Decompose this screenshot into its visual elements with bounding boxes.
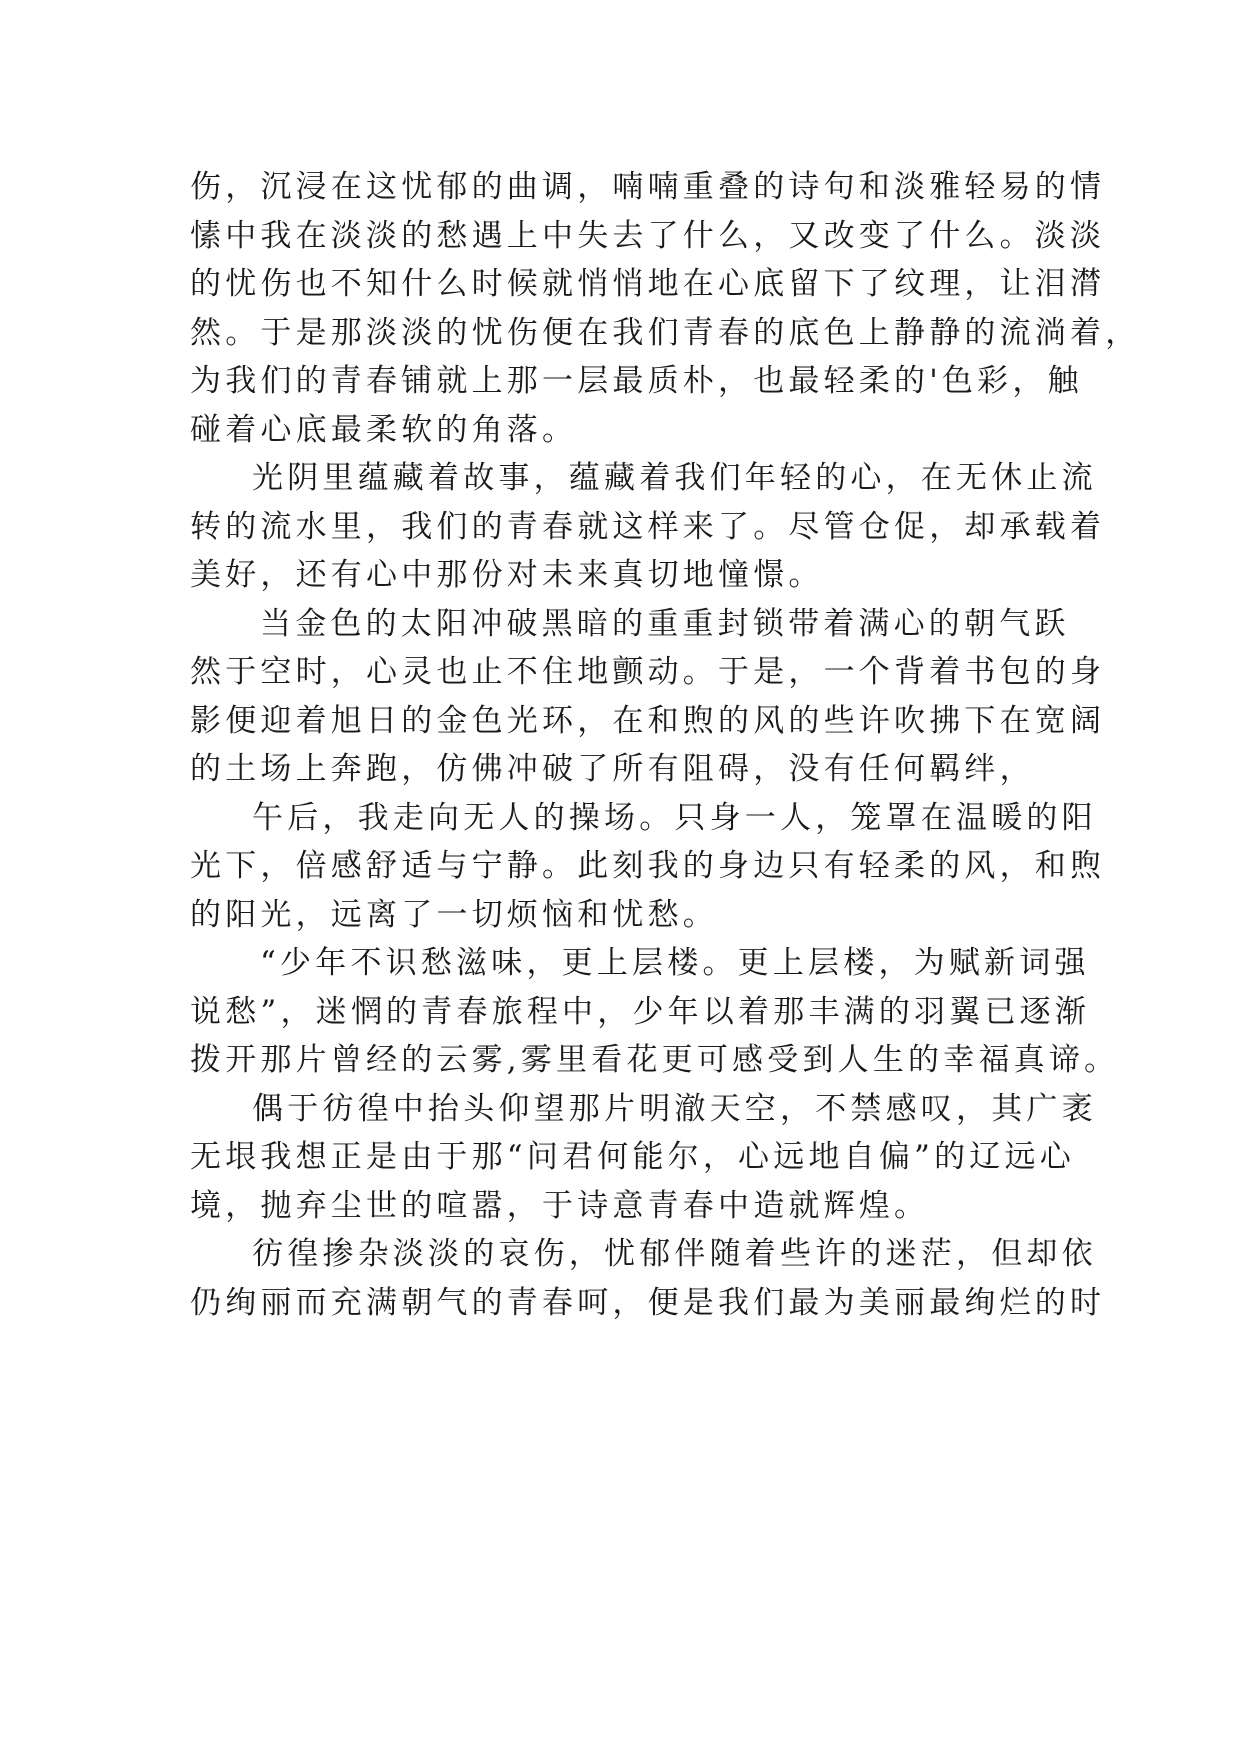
text-line: 为我们的青春铺就上那一层最质朴，也最轻柔的'色彩，触 xyxy=(190,363,1083,399)
text-line: 然于空时，心灵也止不住地颤动。于是，一个背着书包的身 xyxy=(190,654,1106,690)
paragraph-7 xyxy=(190,1230,1106,1327)
text-line: 境，抛弃尘世的喧嚣，于诗意青春中造就辉煌。 xyxy=(190,1187,930,1224)
paragraph-3 xyxy=(190,600,1106,794)
text-line: 当金色的太阳冲破黑暗的重重封锁带着满心的朝气跃 xyxy=(260,605,1070,642)
text-line: 伤，沉浸在这忧郁的曲调，喃喃重叠的诗句和淡雅轻易的情 xyxy=(190,169,1106,205)
text-line: 拨开那片曾经的云雾,雾里看花更可感受到人生的幸福真谛。 xyxy=(190,1042,1120,1078)
text-line: “少年不识愁滋味，更上层楼。更上层楼，为赋新词强 xyxy=(260,945,1090,981)
paragraph-5 xyxy=(190,939,1120,1085)
paragraph-1 xyxy=(190,163,1141,454)
text-line: 愫中我在淡淡的愁遇上中失去了什么，又改变了什么。淡淡 xyxy=(190,217,1106,254)
text-line: 光下，倍感舒适与宁静。此刻我的身边只有轻柔的风，和煦 xyxy=(190,848,1106,884)
text-line: 彷徨掺杂淡淡的哀伤，忧郁伴随着些许的迷茫，但却依 xyxy=(252,1236,1097,1272)
paragraph-6 xyxy=(190,1085,1097,1231)
text-line: 说愁”，迷惘的青春旅程中，少年以着那丰满的羽翼已逐渐 xyxy=(190,993,1091,1030)
text-line: 然。于是那淡淡的忧伤便在我们青春的底色上静静的流淌着， xyxy=(190,314,1141,351)
text-line: 仍绚丽而充满朝气的青春呵，便是我们最为美丽最绚烂的时 xyxy=(190,1284,1106,1321)
text-line: 的忧伤也不知什么时候就悄悄地在心底留下了纹理，让泪潸 xyxy=(190,266,1106,302)
text-line: 偶于彷徨中抬头仰望那片明澈天空，不禁感叹，其广袤 xyxy=(252,1090,1097,1127)
text-line: 转的流水里，我们的青春就这样来了。尽管仓促，却承载着 xyxy=(190,508,1106,545)
text-line: 无垠我想正是由于那“问君何能尔，心远地自偏”的辽远心 xyxy=(190,1139,1075,1175)
text-line: 的土场上奔跑，仿佛冲破了所有阻碍，没有任何羁绊， xyxy=(190,751,1035,787)
text-line: 的阳光，远离了一切烦恼和忧愁。 xyxy=(190,896,718,933)
paragraph-2 xyxy=(190,454,1106,600)
text-line: 影便迎着旭日的金色光环，在和煦的风的些许吹拂下在宽阔 xyxy=(190,702,1106,739)
text-line: 美好，还有心中那份对未来真切地憧憬。 xyxy=(190,557,824,593)
text-line: 午后，我走向无人的操场。只身一人，笼罩在温暖的阳 xyxy=(252,799,1097,836)
text-line: 光阴里蕴藏着故事，蕴藏着我们年轻的心，在无休止流 xyxy=(252,460,1097,496)
text-line: 碰着心底最柔软的角落。 xyxy=(190,411,578,448)
paragraph-4 xyxy=(190,794,1106,940)
document-body xyxy=(190,163,1141,1327)
